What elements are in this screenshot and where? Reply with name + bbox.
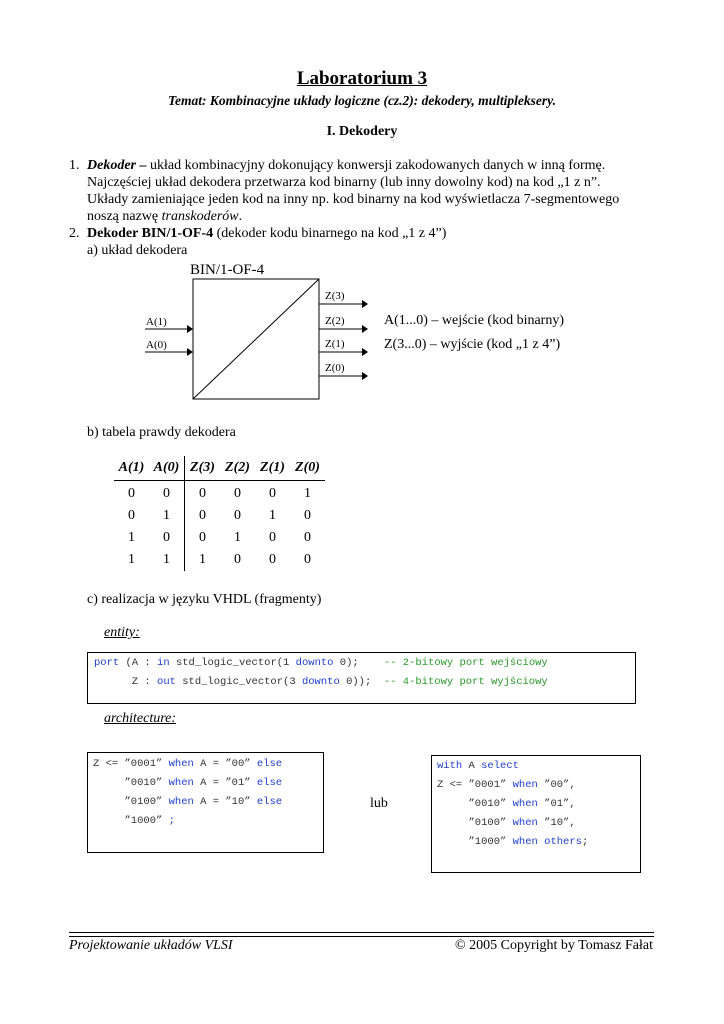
footer-rule-top xyxy=(69,932,654,933)
code-text: ”1000” xyxy=(93,815,169,827)
output-z3-label: Z(3) xyxy=(325,290,345,302)
header-cell: Z(3) xyxy=(185,456,221,481)
output-z2-label: Z(2) xyxy=(325,315,345,327)
code-keyword: when xyxy=(168,758,194,770)
table-cell: 0 xyxy=(304,552,311,567)
item2-sub-a: a) układ dekodera xyxy=(87,243,188,258)
item1-number: 1. xyxy=(69,158,80,173)
input-a1-label: A(1) xyxy=(146,316,167,328)
arch2-line xyxy=(437,817,576,829)
or-label: lub xyxy=(370,796,388,811)
table-cell: 1 xyxy=(269,508,276,523)
code-keyword: downto xyxy=(301,676,340,688)
table-cell: 1 xyxy=(234,530,241,545)
code-keyword: with xyxy=(437,760,463,772)
entity-label: entity: xyxy=(104,625,140,640)
header-cell: Z(0) xyxy=(290,456,325,481)
table-cell: 0 xyxy=(199,508,206,523)
table-cell: 0 xyxy=(128,486,135,501)
item1-line2: Najczęściej układ dekodera przetwarza kod binarny (lub inny dowolny kod) na kod „1 z n”. xyxy=(87,175,601,190)
code-keyword: downto xyxy=(295,657,334,669)
table-cell: 0 xyxy=(199,486,206,501)
item1-line1-rest: układ kombinacyjny dokonujący konwersji zakodowanych danych w inną formę. xyxy=(146,158,606,173)
code-text: Z : xyxy=(94,676,158,688)
code-keyword: others xyxy=(537,836,582,848)
arch1-line xyxy=(93,758,282,770)
code-keyword: ; xyxy=(168,815,175,827)
code-keyword: when xyxy=(512,798,538,810)
output-z0 xyxy=(319,362,368,380)
vhdl-caption: c) realizacja w języku VHDL (fragmenty) xyxy=(87,592,322,607)
arch1-line xyxy=(93,815,175,827)
page-title: Laboratorium 3 xyxy=(296,68,428,89)
table-cell: 0 xyxy=(234,486,241,501)
item1-line4-post: . xyxy=(238,209,243,224)
table-cell: 1 xyxy=(149,505,185,527)
header-cell: A(0) xyxy=(149,456,185,481)
code-keyword: port xyxy=(94,657,120,669)
code-text: ”1000” xyxy=(437,836,513,848)
page-subtitle: Temat: Kombinacyjne układy logiczne (cz.2): dekodery, multipleksery. xyxy=(167,93,557,108)
item1-line4-pre: noszą nazwę xyxy=(87,209,162,224)
table-cell: 0 xyxy=(269,552,276,567)
output-z2 xyxy=(319,315,368,333)
block-label: BIN/1-OF-4 xyxy=(190,262,265,278)
input-a1 xyxy=(145,316,193,333)
item2-number: 2. xyxy=(69,226,80,241)
entity-code-line1 xyxy=(94,657,548,669)
code-text: ”0100” xyxy=(93,796,169,808)
table-row xyxy=(114,481,325,506)
table-cell: 1 xyxy=(149,549,185,571)
table-cell: 0 xyxy=(149,527,185,549)
code-text: ”10”, xyxy=(537,817,576,829)
architecture-code-box-1 xyxy=(87,752,324,853)
arch1-line xyxy=(93,777,282,789)
code-text: A = ”00” xyxy=(193,758,257,770)
table-cell: 0 xyxy=(304,508,311,523)
entity-code-line2 xyxy=(94,676,548,688)
table-cell: 0 xyxy=(234,552,241,567)
code-comment: -- 2-bitowy port wejściowy xyxy=(383,657,548,669)
arch2-line xyxy=(437,760,519,772)
code-comment: -- 4-bitowy port wyjściowy xyxy=(383,676,548,688)
code-keyword: else xyxy=(256,758,283,770)
code-text: Z <= ”0001” xyxy=(93,758,169,770)
header-cell: Z(2) xyxy=(220,456,255,481)
code-text: std_logic_vector(1 xyxy=(169,657,296,669)
item1-term: Dekoder – xyxy=(87,158,147,173)
code-text: ”0100” xyxy=(437,817,513,829)
table-cell: 0 xyxy=(234,508,241,523)
code-text: 0); xyxy=(333,657,384,669)
code-text: ”00”, xyxy=(537,779,576,791)
output-z1 xyxy=(319,338,368,356)
code-keyword: when xyxy=(512,836,538,848)
arch2-line xyxy=(437,779,576,791)
table-cell: 0 xyxy=(304,530,311,545)
truth-table xyxy=(114,456,325,571)
code-text: A xyxy=(462,760,482,772)
header-cell: A(1) xyxy=(114,456,149,481)
table-row xyxy=(114,549,325,571)
truth-table-caption: b) tabela prawdy dekodera xyxy=(87,425,236,440)
architecture-label: architecture: xyxy=(104,711,177,726)
table-row xyxy=(114,505,325,527)
header-cell: Z(1) xyxy=(255,456,290,481)
item1-line3: Układy zamieniające jeden kod na inny np. kod binarny na kod wyświetlacza 7-segmentowego xyxy=(87,192,620,207)
code-keyword: when xyxy=(512,779,538,791)
table-cell: 0 xyxy=(269,530,276,545)
decoder-diagram xyxy=(0,0,724,420)
truth-table-header-row xyxy=(114,456,325,481)
code-text: A = ”01” xyxy=(193,777,257,789)
code-text: ”0010” xyxy=(437,798,513,810)
footer-right: © 2005 Copyright by Tomasz Fałat xyxy=(455,938,653,953)
diagram-input-desc: A(1...0) – wejście (kod binarny) xyxy=(384,313,565,328)
arch2-line xyxy=(437,798,576,810)
diagram-output-desc: Z(3...0) – wyjście (kod „1 z 4”) xyxy=(384,337,561,352)
item1-line4-em: transkoderów xyxy=(161,209,239,224)
output-z3 xyxy=(319,290,368,308)
arch2-line xyxy=(437,836,588,848)
code-text: 0)); xyxy=(339,676,384,688)
table-cell: 0 xyxy=(199,530,206,545)
code-text: ”0010” xyxy=(93,777,169,789)
code-keyword: out xyxy=(157,676,176,688)
code-keyword: in xyxy=(157,657,170,669)
output-z1-label: Z(1) xyxy=(325,338,345,350)
architecture-code-box-2 xyxy=(431,755,641,873)
code-keyword: when xyxy=(168,796,194,808)
input-a0 xyxy=(145,339,193,356)
table-cell: 1 xyxy=(128,552,135,567)
table-cell: 1 xyxy=(128,530,135,545)
item2-rest: (dekoder kodu binarnego na kod „1 z 4”) xyxy=(213,226,447,241)
code-text: ”01”, xyxy=(537,798,576,810)
table-cell: 1 xyxy=(199,552,206,567)
code-keyword: when xyxy=(512,817,538,829)
code-text: Z <= ”0001” xyxy=(437,779,513,791)
output-z0-label: Z(0) xyxy=(325,362,345,374)
code-text: A = ”10” xyxy=(193,796,257,808)
code-keyword: select xyxy=(481,760,519,772)
table-cell: 0 xyxy=(128,508,135,523)
arch1-line xyxy=(93,796,282,808)
table-cell: 0 xyxy=(269,486,276,501)
table-cell: 0 xyxy=(149,481,185,506)
footer-left: Projektowanie układów VLSI xyxy=(69,938,233,953)
code-text: std_logic_vector(3 xyxy=(175,676,302,688)
entity-code-box xyxy=(87,652,636,704)
table-cell: 1 xyxy=(304,486,311,501)
table-row xyxy=(114,527,325,549)
block-diagonal xyxy=(193,279,319,399)
code-text: (A : xyxy=(119,657,158,669)
code-keyword: else xyxy=(256,796,283,808)
code-keyword: else xyxy=(256,777,283,789)
section-heading: I. Dekodery xyxy=(326,124,398,139)
footer-rule-bottom xyxy=(69,936,654,937)
code-keyword: when xyxy=(168,777,194,789)
input-a0-label: A(0) xyxy=(146,339,167,351)
code-text: ; xyxy=(581,836,589,848)
item2-term: Dekoder BIN/1-OF-4 xyxy=(87,226,214,241)
